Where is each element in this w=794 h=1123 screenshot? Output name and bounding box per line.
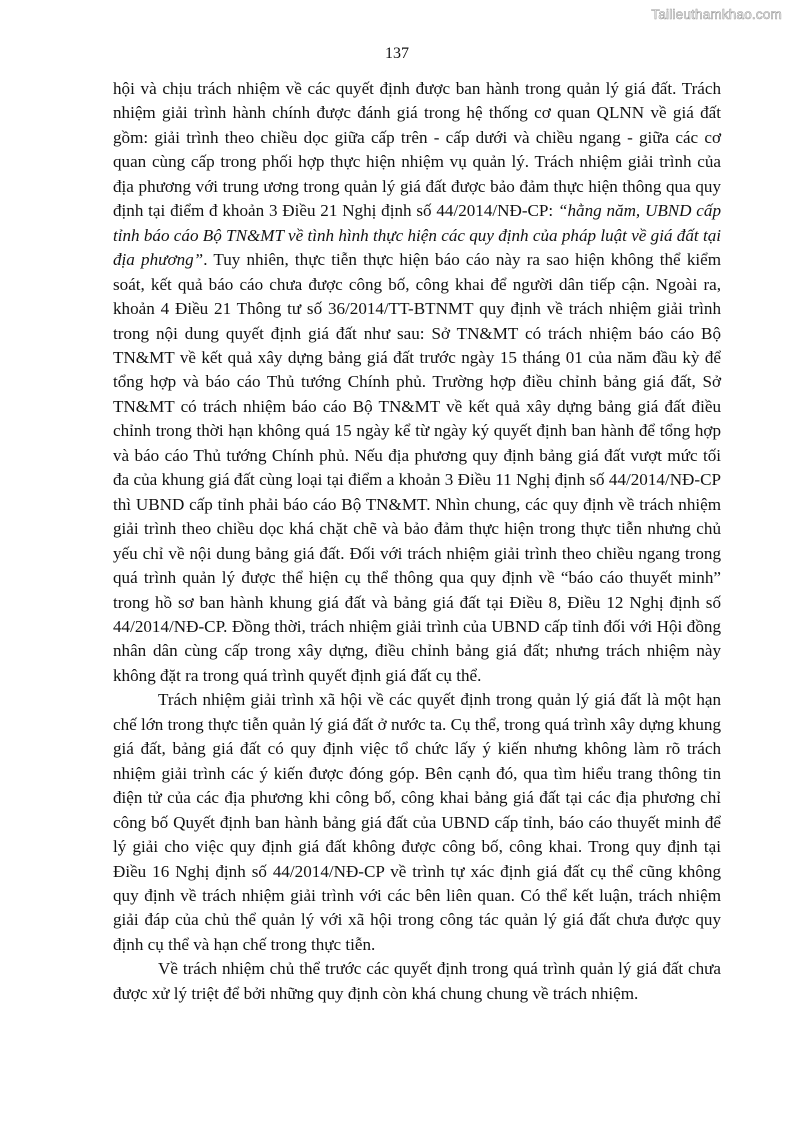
paragraph-2: Trách nhiệm giải trình xã hội về các quyết định trong quản lý giá đất là một hạn chế lớn trong thực tiễn quản lý giá đất ở nước ta. Cụ thể, trong quá trình xây dựng khung giá đất, bảng giá đất có quy định việc tổ chức lấy ý kiến nhưng không làm rõ trách nhiệm giải trình các ý kiến được đóng góp. Bên cạnh đó, qua tìm hiểu trang thông tin điện tử của các địa phương khi công bố, công khai bảng giá đất tại các địa phương chỉ công bố Quyết định ban hành bảng giá đất của UBND cấp tỉnh, báo cáo thuyết minh để lý giải cho việc quy định giá đất không được công bố, công khai. Trong quy định tại Điều 16 Nghị định số 44/2014/NĐ-CP về trình tự xác định giá đất cụ thể cũng không quy định về trách nhiệm giải trình với các bên liên quan. Có thể kết luận, trách nhiệm giải đáp của chủ thể quản lý với xã hội trong công tác quản lý giá đất chưa được quy định cụ thể và hạn chế trong thực tiễn. bbox=[113, 690, 721, 954]
paragraph-1 bbox=[113, 77, 721, 688]
page-number: 137 bbox=[385, 45, 409, 62]
paragraph-1-text-before: hội và chịu trách nhiệm về các quyết định được ban hành trong quản lý giá đất. Trách nhiệm giải trình hành chính được đánh giá trong hệ thống cơ quan QLNN về giá đất gồm: giải trình theo chiều dọc giữa cấp trên - cấp dưới và chiều ngang - giữa các cơ quan cùng cấp trong phối hợp thực hiện nhiệm vụ quản lý. Trách nhiệm giải trình của địa phương với trung ương trong quản lý giá đất được bảo đảm thực hiện thông qua quy định tại điểm đ khoản 3 Điều 21 Nghị định số 44/2014/NĐ-CP: bbox=[113, 79, 721, 221]
paragraph-3: Về trách nhiệm chủ thể trước các quyết định trong quá trình quản lý giá đất chưa được xử lý triệt để bởi những quy định còn khá chung chung về trách nhiệm. bbox=[113, 959, 721, 1003]
paragraph-1-text-after: . Tuy nhiên, thực tiễn thực hiện báo cáo này ra sao hiện không thể kiểm soát, kết quả báo cáo chưa được công bố, công khai để người dân tiếp cận. Ngoài ra, khoản 4 Điều 21 Thông tư số 36/2014/TT-BTNMT quy định về trách nhiệm giải trình trong nội dung quyết định giá đất như sau: Sở TN&MT có trách nhiệm báo cáo Bộ TN&MT về kết quả xây dựng bảng giá đất trước ngày 15 tháng 01 của năm đầu kỳ để tổng hợp và báo cáo Thủ tướng Chính phủ. Trường hợp điều chỉnh bảng giá đất, Sở TN&MT có trách nhiệm báo cáo Bộ TN&MT về kết quả xây dựng bảng giá đất điều chỉnh trong thời hạn không quá 15 ngày kể từ ngày ký quyết định ban hành để tổng hợp và báo cáo Thủ tướng Chính phủ. Nếu địa phương quy định bảng giá đất vượt mức tối đa của khung giá đất cùng loại tại điểm a khoản 3 Điều 11 Nghị định số 44/2014/NĐ-CP thì UBND cấp tỉnh phải báo cáo Bộ TN&MT. Nhìn chung, các quy định về trách nhiệm giải trình theo chiều dọc khá chặt chẽ và bảo đảm thực hiện trong thực tiễn nhưng chủ yếu chỉ về nội dung bảng giá đất. Đối với trách nhiệm giải trình theo chiều ngang trong quá trình quản lý được thể hiện cụ thể thông qua quy định về “báo cáo thuyết minh” trong hồ sơ ban hành khung giá đất và bảng giá đất tại Điều 8, Điều 12 Nghị định số 44/2014/NĐ-CP. Đồng thời, trách nhiệm giải trình của UBND cấp tỉnh đối với Hội đồng nhân dân cùng cấp trong xây dựng, điều chỉnh bảng giá đất; nhưng trách nhiệm này không đặt ra trong quá trình quyết định giá đất cụ thể. bbox=[113, 250, 721, 685]
watermark: Tailieuthamkhao.com bbox=[651, 7, 782, 22]
paragraph-1-quote: “hằng năm, UBND cấp tỉnh báo cáo Bộ TN&MT về tình hình thực hiện các quy định của pháp luật về giá đất tại địa phương” bbox=[113, 201, 721, 270]
document-body bbox=[113, 77, 721, 1006]
